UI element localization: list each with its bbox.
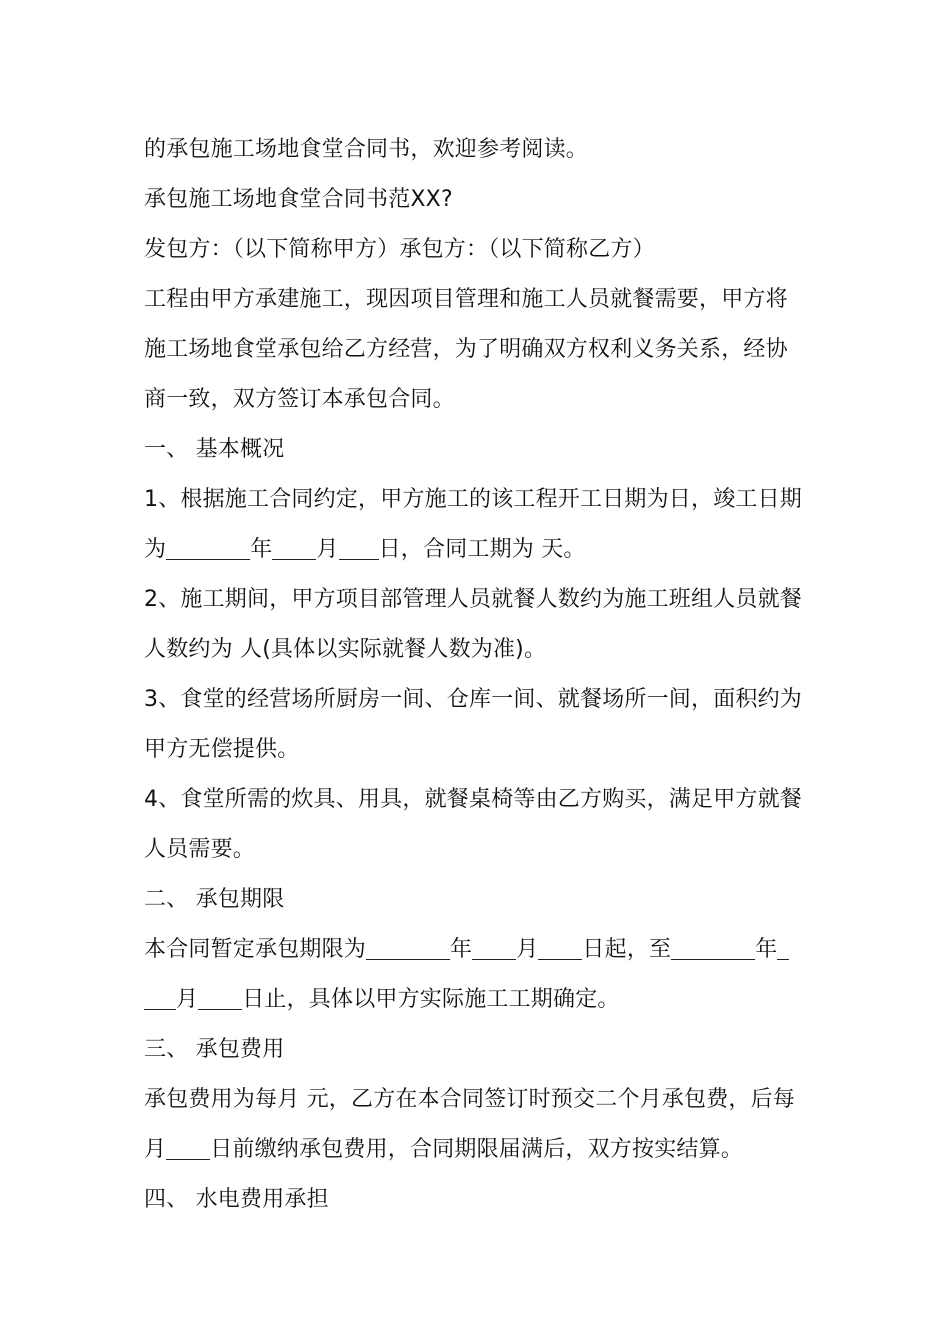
clause-1-line: 1、根据施工合同约定，甲方施工的该工程开工日期为日，竣工日期 [144, 487, 802, 512]
text-segment: 年 [450, 937, 473, 962]
paragraph-line: 人数约为 人(具体以实际就餐人数为准)。 [144, 637, 547, 662]
text-segment: 本合同暂定承包期限为 [144, 937, 367, 962]
fill-blank [166, 537, 250, 560]
section-heading-2: 二、 承包期限 [144, 887, 285, 912]
clause-1-dates-line [144, 535, 586, 565]
fill-blank [339, 537, 379, 560]
text-segment: 月 [516, 937, 539, 962]
paragraph-line: 甲方无偿提供。 [144, 737, 300, 762]
section-heading-3: 三、 承包费用 [144, 1037, 285, 1062]
clause-4-line: 4、食堂所需的炊具、用具，就餐桌椅等由乙方购买，满足甲方就餐 [144, 787, 802, 812]
section-heading-1: 一、 基本概况 [144, 437, 285, 462]
fill-blank [671, 937, 755, 960]
fill-blank [144, 987, 176, 1010]
paragraph-line: 人员需要。 [144, 837, 256, 862]
fill-blank [366, 937, 450, 960]
fill-blank [166, 1137, 210, 1160]
fill-blank [777, 937, 789, 960]
text-segment: 为 [144, 537, 167, 562]
text-segment: 月 [316, 537, 339, 562]
term-line [144, 935, 789, 965]
fee-line-continued [144, 1135, 743, 1165]
section-heading-4: 四、 水电费用承担 [144, 1187, 329, 1212]
text-segment: 月 [176, 987, 199, 1012]
clause-2-line: 2、施工期间，甲方项目部管理人员就餐人数约为施工班组人员就餐 [144, 587, 802, 612]
text-segment: 日，合同工期为 天。 [378, 537, 586, 562]
text-segment: 月 [144, 1137, 167, 1162]
text-segment: 日止，具体以甲方实际施工工期确定。 [242, 987, 620, 1012]
parties-line: 发包方：（以下简称甲方）承包方：（以下简称乙方） [144, 237, 655, 262]
fill-blank [538, 937, 582, 960]
paragraph-line: 工程由甲方承建施工，现因项目管理和施工人员就餐需要，甲方将 [144, 287, 788, 312]
text-segment: 日起，至 [582, 937, 672, 962]
fill-blank [272, 537, 316, 560]
paragraph-line: 施工场地食堂承包给乙方经营，为了明确双方权利义务关系，经协 [144, 337, 788, 362]
text-segment: 年 [250, 537, 273, 562]
fee-line: 承包费用为每月 元，乙方在本合同签订时预交二个月承包费，后每 [144, 1087, 795, 1112]
document-title: 承包施工场地食堂合同书范XX? [144, 187, 453, 212]
text-segment: 年 [755, 937, 778, 962]
text-segment: 日前缴纳承包费用，合同期限届满后，双方按实结算。 [210, 1137, 744, 1162]
paragraph-line: 商一致，双方签订本承包合同。 [144, 387, 455, 412]
paragraph-line: 的承包施工场地食堂合同书，欢迎参考阅读。 [144, 137, 589, 162]
fill-blank [198, 987, 242, 1010]
clause-3-line: 3、食堂的经营场所厨房一间、仓库一间、就餐场所一间，面积约为 [144, 687, 802, 712]
fill-blank [472, 937, 516, 960]
term-line-continued [144, 985, 620, 1015]
